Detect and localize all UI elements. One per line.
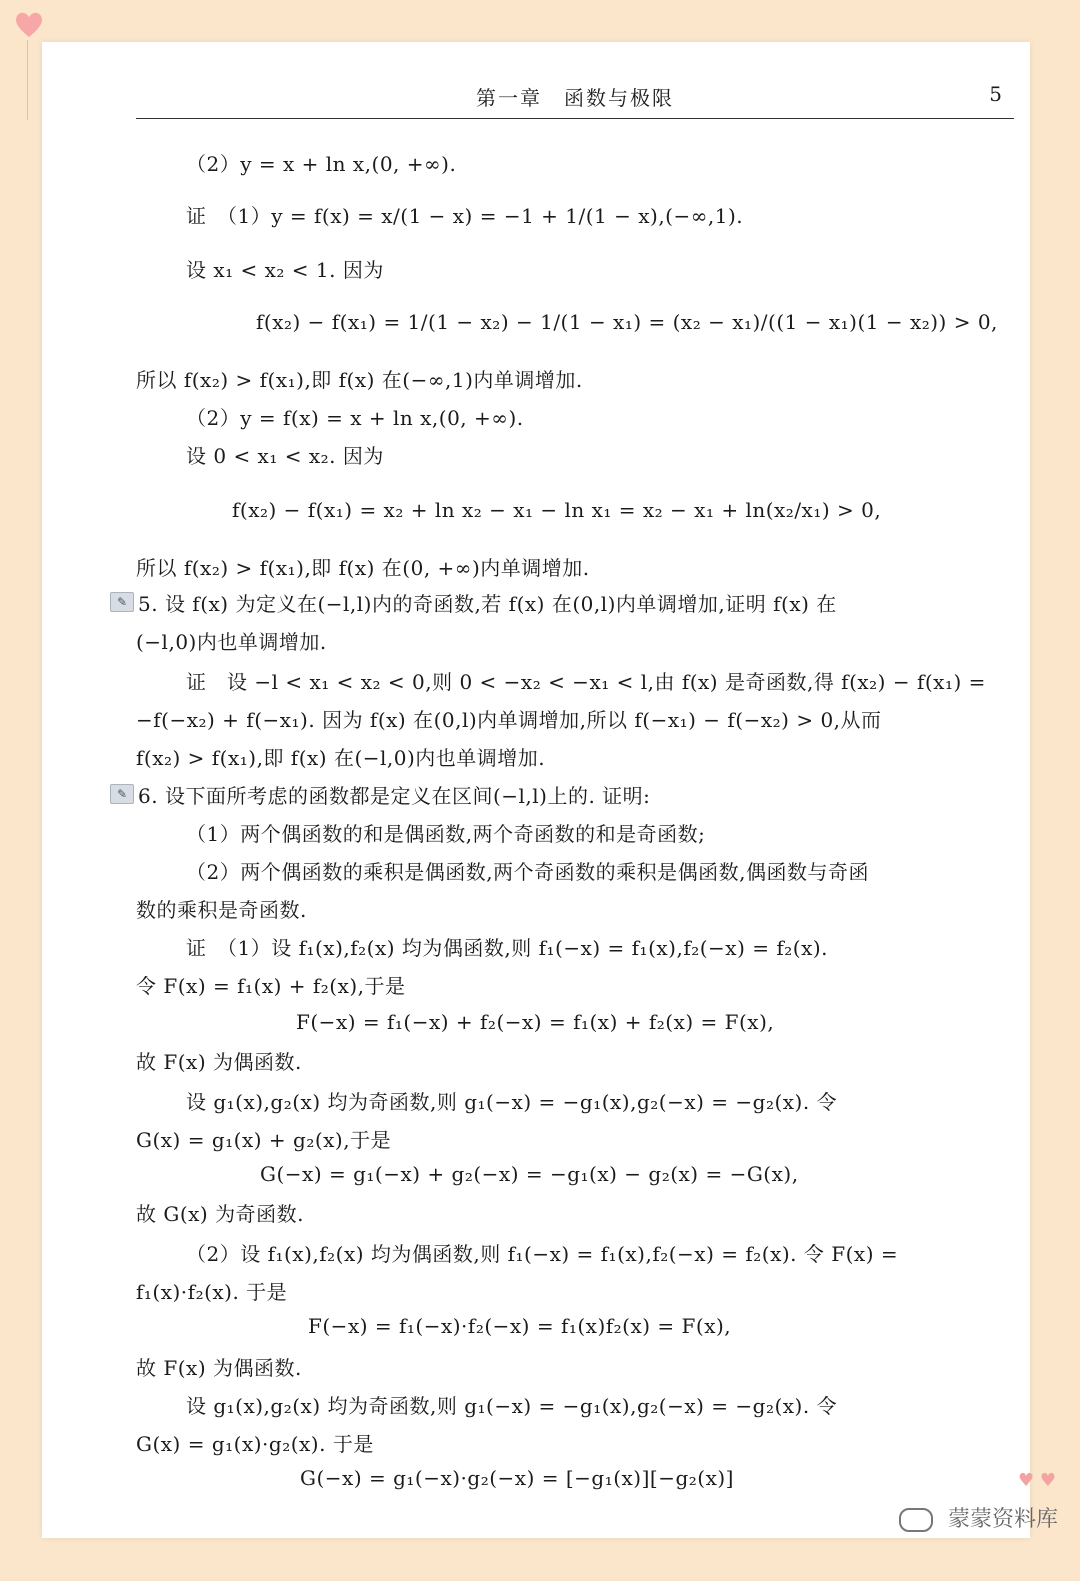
text-line: 设 0 < x₁ < x₂. 因为 (186, 444, 384, 468)
text-line: G(x) = g₁(x)·g₂(x). 于是 (136, 1432, 374, 1456)
watermark-text: 蒙蒙资料库 (947, 1507, 1058, 1532)
text-line: 所以 f(x₂) > f(x₁),即 f(x) 在(−∞,1)内单调增加. (136, 368, 583, 392)
text-line: f(x₂) > f(x₁),即 f(x) 在(−l,0)内也单调增加. (136, 746, 546, 770)
text-line: 设 g₁(x),g₂(x) 均为奇函数,则 g₁(−x) = −g₁(x),g₂(−x) = −g₂(x). 令 (186, 1394, 838, 1418)
problem-marker-icon: ✎ (110, 592, 134, 612)
text-line: （2）两个偶函数的乘积是偶函数,两个奇函数的乘积是偶函数,偶函数与奇函 (186, 860, 869, 884)
text-line: （1）两个偶函数的和是偶函数,两个奇函数的和是奇函数; (186, 822, 706, 846)
text-line: 设 g₁(x),g₂(x) 均为奇函数,则 g₁(−x) = −g₁(x),g₂(−x) = −g₂(x). 令 (186, 1090, 838, 1114)
equation-line: G(−x) = g₁(−x)·g₂(−x) = [−g₁(x)][−g₂(x)] (300, 1466, 734, 1490)
text-line: 证 （1）y = f(x) = x/(1 − x) = −1 + 1/(1 − x),(−∞,1). (186, 204, 744, 228)
equation-line: f(x₂) − f(x₁) = 1/(1 − x₂) − 1/(1 − x₁) = (x₂ − x₁)/((1 − x₁)(1 − x₂)) > 0, (256, 310, 998, 334)
equation-line: G(−x) = g₁(−x) + g₂(−x) = −g₁(x) − g₂(x) = −G(x), (260, 1162, 799, 1186)
text-line: （2）y = f(x) = x + ln x,(0, +∞). (186, 406, 524, 430)
chapter-title: 第一章 函数与极限 (476, 86, 674, 110)
text-line: 设 x₁ < x₂ < 1. 因为 (186, 258, 384, 282)
problem-marker-icon: ✎ (110, 784, 134, 804)
page-number: 5 (989, 82, 1002, 106)
text-line: （2）设 f₁(x),f₂(x) 均为偶函数,则 f₁(−x) = f₁(x),f₂(−x) = f₂(x). 令 F(x) = (186, 1242, 899, 1266)
text-line: 证 设 −l < x₁ < x₂ < 0,则 0 < −x₂ < −x₁ < l,由 f(x) 是奇函数,得 f(x₂) − f(x₁) = (186, 670, 986, 694)
problem-6-line: 6. 设下面所考虑的函数都是定义在区间(−l,l)上的. 证明: (138, 784, 651, 808)
text-line: 所以 f(x₂) > f(x₁),即 f(x) 在(0, +∞)内单调增加. (136, 556, 590, 580)
problem-5-line: 5. 设 f(x) 为定义在(−l,l)内的奇函数,若 f(x) 在(0,l)内单调增加,证明 f(x) 在 (138, 592, 837, 616)
text-line: f₁(x)·f₂(x). 于是 (136, 1280, 288, 1304)
heart-string (27, 40, 28, 120)
wechat-icon (899, 1508, 933, 1532)
textbook-page (42, 42, 1030, 1538)
heart-icon (14, 10, 44, 40)
text-line: 故 F(x) 为偶函数. (136, 1050, 302, 1074)
decorative-hearts-icon: ♥ ♥ (1018, 1470, 1056, 1491)
text-line: G(x) = g₁(x) + g₂(x),于是 (136, 1128, 392, 1152)
equation-line: F(−x) = f₁(−x) + f₂(−x) = f₁(x) + f₂(x) = F(x), (296, 1010, 775, 1034)
equation-line: f(x₂) − f(x₁) = x₂ + ln x₂ − x₁ − ln x₁ = x₂ − x₁ + ln(x₂/x₁) > 0, (232, 498, 882, 522)
text-line: −f(−x₂) + f(−x₁). 因为 f(x) 在(0,l)内单调增加,所以 f(−x₁) − f(−x₂) > 0,从而 (136, 708, 882, 732)
page-header (136, 82, 1014, 119)
equation-line: F(−x) = f₁(−x)·f₂(−x) = f₁(x)f₂(x) = F(x), (308, 1314, 732, 1338)
text-line: 故 F(x) 为偶函数. (136, 1356, 302, 1380)
text-line: 证 （1）设 f₁(x),f₂(x) 均为偶函数,则 f₁(−x) = f₁(x),f₂(−x) = f₂(x). (186, 936, 829, 960)
watermark (899, 1502, 1058, 1533)
text-line: 数的乘积是奇函数. (136, 898, 307, 922)
text-line: 令 F(x) = f₁(x) + f₂(x),于是 (136, 974, 406, 998)
text-line: (−l,0)内也单调增加. (136, 630, 327, 654)
text-line: 故 G(x) 为奇函数. (136, 1202, 304, 1226)
text-line: （2）y = x + ln x,(0, +∞). (186, 152, 457, 176)
